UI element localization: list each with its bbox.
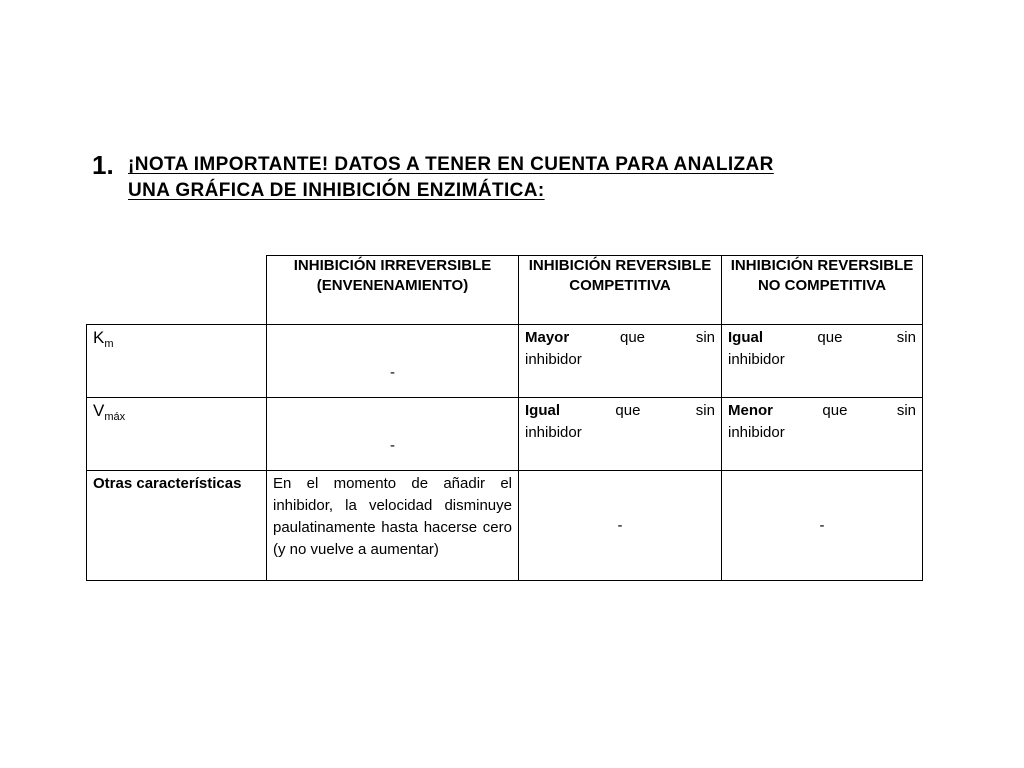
table-row-vmax [87, 398, 923, 471]
vmax-label-main: V [93, 401, 105, 420]
heading-line-2: UNA GRÁFICA DE INHIBICIÓN ENZIMÁTICA: [128, 180, 545, 201]
vmax-no-competitiva-keyword: Menor [728, 402, 773, 419]
vmax-no-competitiva-word-que: que [822, 402, 848, 419]
table-header-row [87, 256, 923, 325]
heading-line-1: ¡NOTA IMPORTANTE! DATOS A TENER EN CUENTA PARA ANALIZAR [128, 154, 774, 175]
vmax-irreversible-cell: - [267, 398, 519, 471]
inhibition-table [86, 255, 923, 581]
corner-cell [87, 256, 267, 325]
vmax-competitiva-word-inhibidor: inhibidor [525, 424, 582, 441]
km-competitiva-cell [519, 325, 722, 398]
vmax-competitiva-word-sin: sin [695, 402, 715, 419]
header-no-competitiva: INHIBICIÓN REVERSIBLE NO COMPETITIVA [722, 256, 923, 325]
heading-title [128, 150, 774, 204]
row-label-km [87, 325, 267, 398]
km-no-competitiva-word-que: que [817, 329, 843, 346]
otras-competitiva-cell: - [519, 471, 722, 581]
vmax-label-sub: máx [104, 411, 126, 423]
vmax-no-competitiva-word-sin: sin [896, 402, 916, 419]
row-label-vmax [87, 398, 267, 471]
table-row-otras [87, 471, 923, 581]
km-competitiva-word-que: que [619, 329, 646, 346]
km-no-competitiva-word-sin: sin [896, 329, 916, 346]
vmax-competitiva-cell [519, 398, 722, 471]
vmax-no-competitiva-cell [722, 398, 923, 471]
km-irreversible-cell: - [267, 325, 519, 398]
km-no-competitiva-keyword: Igual [728, 329, 764, 346]
otras-no-competitiva-cell: - [722, 471, 923, 581]
vmax-no-competitiva-word-inhibidor: inhibidor [728, 424, 785, 441]
vmax-competitiva-word-que: que [615, 402, 641, 419]
km-competitiva-keyword: Mayor [525, 329, 570, 346]
vmax-competitiva-keyword: Igual [525, 402, 561, 419]
header-irreversible: INHIBICIÓN IRREVERSIBLE (ENVENENAMIENTO) [267, 256, 519, 325]
km-no-competitiva-cell [722, 325, 923, 398]
km-competitiva-word-inhibidor: inhibidor [525, 351, 582, 368]
km-label-sub: m [104, 338, 114, 350]
row-label-otras: Otras características [87, 471, 267, 581]
km-no-competitiva-word-inhibidor: inhibidor [728, 351, 785, 368]
km-competitiva-word-sin: sin [695, 329, 715, 346]
table-row-km [87, 325, 923, 398]
header-competitiva: INHIBICIÓN REVERSIBLE COMPETITIVA [519, 256, 722, 325]
km-label-main: K [93, 328, 105, 347]
section-heading [92, 150, 932, 204]
otras-irreversible-cell: En el momento de añadir el inhibidor, la velocidad disminuye paulatinamente hasta hacerse cero (y no vuelve a aumentar) [267, 471, 519, 581]
heading-number: 1. [92, 150, 114, 180]
